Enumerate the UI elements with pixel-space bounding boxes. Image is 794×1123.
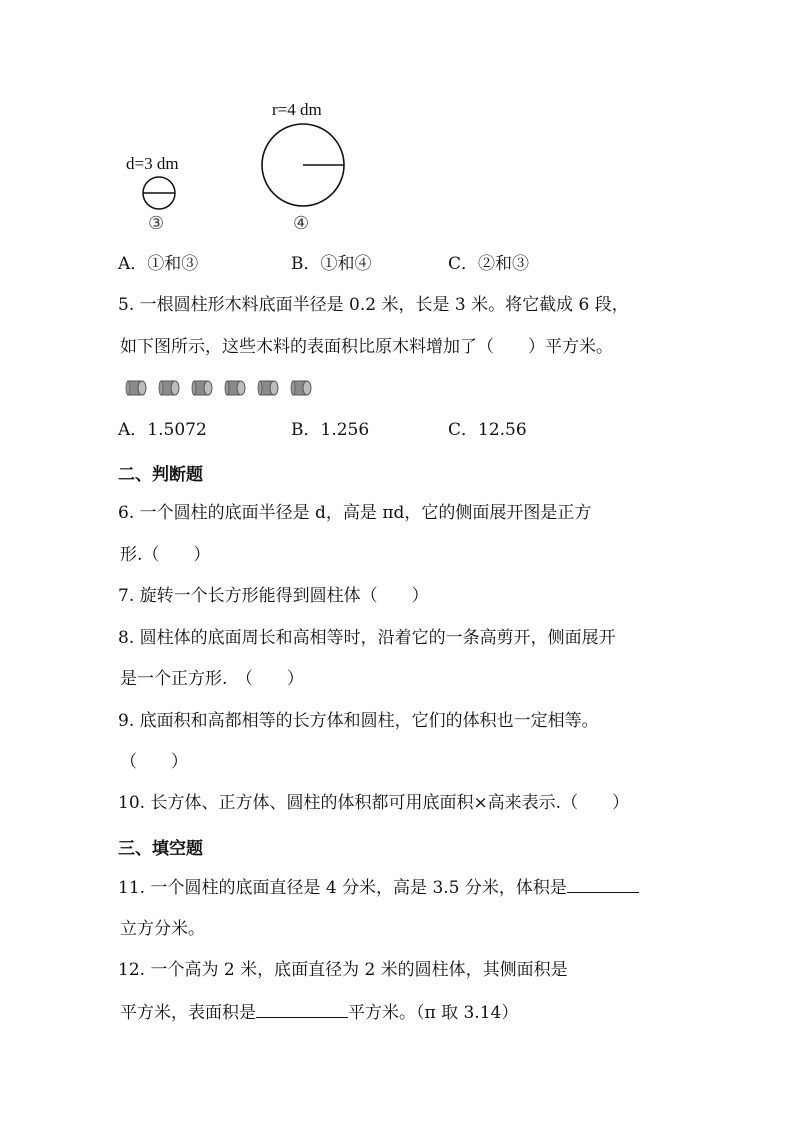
q4-option-a-text: ①和③ bbox=[147, 254, 199, 274]
q5-option-c[interactable] bbox=[448, 419, 527, 441]
q4-option-c-text: ②和③ bbox=[478, 254, 530, 274]
q11-text-line2: 立方分米。 bbox=[120, 919, 205, 939]
section2-title: 二、判断题 bbox=[118, 465, 203, 485]
q9-text-line1: 9. 底面积和高都相等的长方体和圆柱，它们的体积也一定相等。 bbox=[118, 711, 599, 731]
q5-wood-pieces-figure bbox=[126, 378, 316, 400]
q4-option-a[interactable] bbox=[118, 253, 198, 275]
q12-text-a: 平方米，表面积是 bbox=[120, 1003, 256, 1023]
q5-option-a-letter: A． bbox=[118, 420, 148, 440]
q4-option-a-letter: A． bbox=[118, 254, 148, 274]
q5-option-b-text: 1.256 bbox=[320, 420, 370, 440]
q10-text: 10. 长方体、正方体、圆柱的体积都可用底面积×高来表示.（ ） bbox=[118, 793, 630, 813]
wood-piece bbox=[159, 381, 179, 395]
q5-text-line1: 5. 一根圆柱形木料底面半径是 0.2 米，长是 3 米。将它截成 6 段， bbox=[118, 295, 629, 315]
q8-text-line2: 是一个正方形. （ ） bbox=[120, 669, 304, 689]
q11-text-line1 bbox=[118, 876, 639, 899]
circle4-number: ④ bbox=[293, 213, 310, 233]
q11-answer-blank[interactable] bbox=[567, 876, 639, 893]
q12-text-line2 bbox=[120, 1001, 518, 1024]
wood-piece bbox=[192, 381, 212, 395]
q11-text: 11. 一个圆柱的底面直径是 4 分米，高是 3.5 分米，体积是 bbox=[118, 878, 567, 898]
q7-text: 7. 旋转一个长方形能得到圆柱体（ ） bbox=[118, 586, 429, 606]
q5-option-a-text: 1.5072 bbox=[147, 420, 207, 440]
circle4-label: r=4 dm bbox=[272, 100, 322, 119]
q6-text-line1: 6. 一个圆柱的底面半径是 d，高是 πd，它的侧面展开图是正方 bbox=[118, 503, 592, 523]
q4-option-c[interactable] bbox=[448, 253, 529, 275]
circle3-label: d=3 dm bbox=[126, 154, 179, 173]
q5-option-c-letter: C． bbox=[448, 420, 479, 440]
q8-text-line1: 8. 圆柱体的底面周长和高相等时，沿着它的一条高剪开，侧面展开 bbox=[118, 628, 616, 648]
q5-text-line2: 如下图所示，这些木料的表面积比原木料增加了（ ）平方米。 bbox=[120, 337, 613, 357]
q4-option-b-letter: B． bbox=[291, 254, 321, 274]
wood-piece bbox=[258, 381, 278, 395]
q4-option-b[interactable] bbox=[291, 253, 372, 275]
circle4-figure bbox=[260, 122, 346, 208]
q5-option-c-text: 12.56 bbox=[478, 420, 527, 440]
circle3-number: ③ bbox=[148, 213, 165, 233]
circle3-figure bbox=[141, 175, 177, 211]
wood-piece bbox=[126, 381, 146, 395]
wood-piece bbox=[291, 381, 311, 395]
q4-option-c-letter: C． bbox=[448, 254, 479, 274]
q4-option-b-text: ①和④ bbox=[320, 254, 372, 274]
wood-piece bbox=[225, 381, 245, 395]
q5-option-a[interactable] bbox=[118, 419, 207, 441]
q12-answer-blank[interactable] bbox=[256, 1001, 348, 1018]
section3-title: 三、填空题 bbox=[118, 839, 203, 859]
q12-text-b: 平方米。（π 取 3.14） bbox=[348, 1003, 519, 1023]
q6-text-line2: 形.（ ） bbox=[120, 545, 211, 565]
q12-text-line1: 12. 一个高为 2 米，底面直径为 2 米的圆柱体，其侧面积是 bbox=[118, 960, 568, 980]
q5-option-b[interactable] bbox=[291, 419, 369, 441]
q5-option-b-letter: B． bbox=[291, 420, 321, 440]
q9-text-line2: （ ） bbox=[120, 752, 188, 772]
